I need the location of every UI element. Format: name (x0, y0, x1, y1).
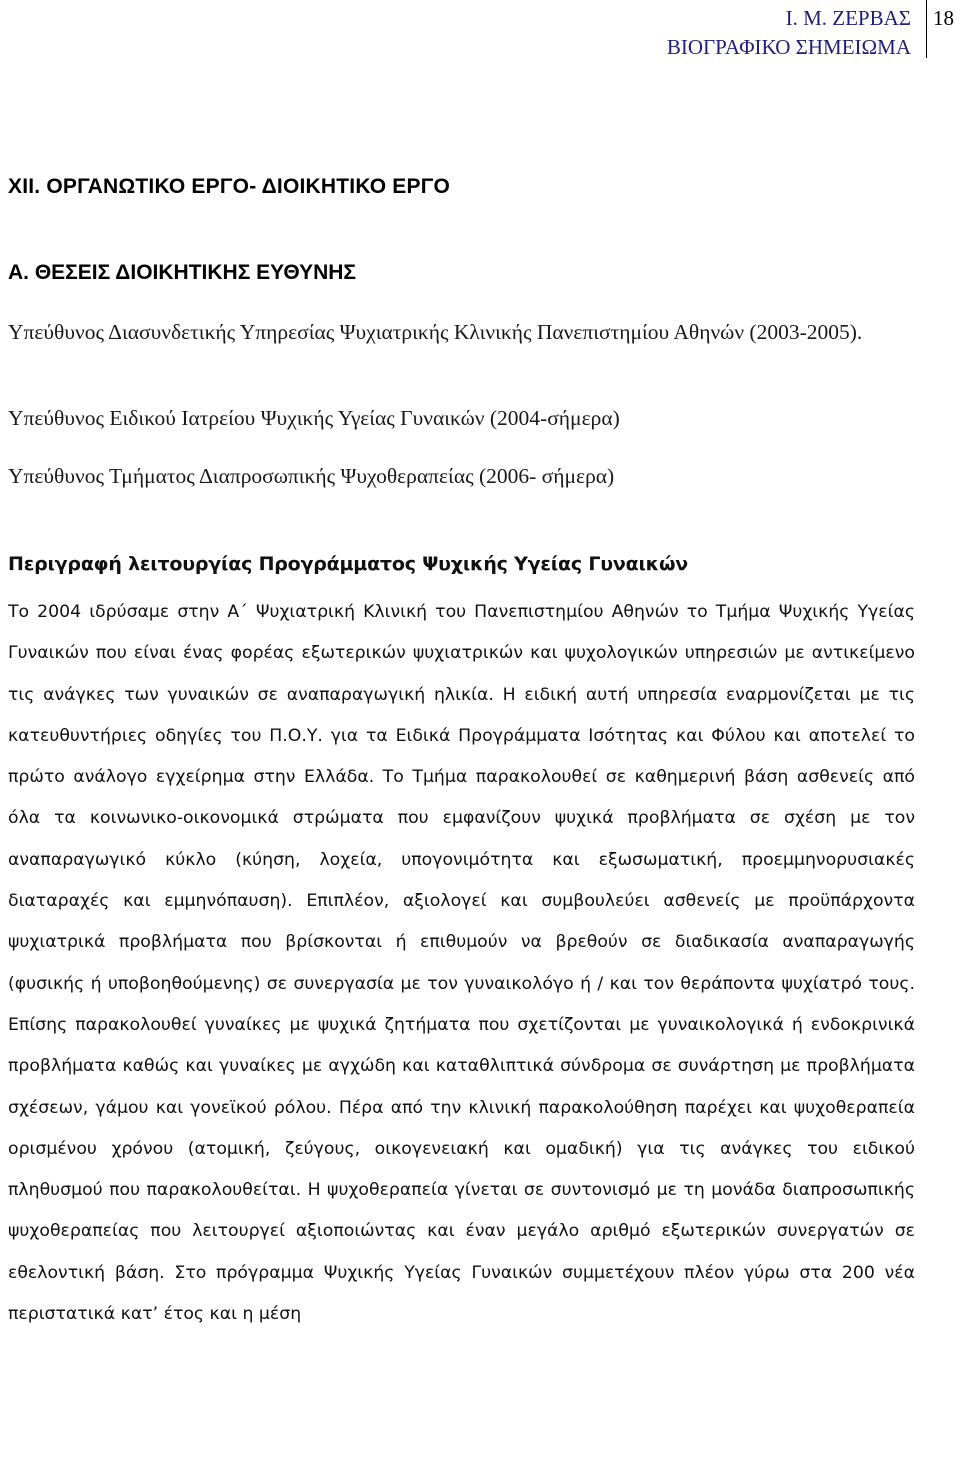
section-subtitle: Α. ΘΕΣΕΙΣ ΔΙΟΙΚΗΤΙΚΗΣ ΕΥΘΥΝΗΣ (8, 261, 357, 284)
position-item: Υπεύθυνος Τμήματος Διαπροσωπικής Ψυχοθεραπείας (2006- σήμερα) (8, 464, 615, 488)
running-header (667, 4, 911, 62)
header-document-title: ΒΙΟΓΡΑΦΙΚΟ ΣΗΜΕΙΩΜΑ (666, 35, 911, 59)
header-divider (926, 0, 927, 58)
description-body: Το 2004 ιδρύσαμε στην Α΄ Ψυχιατρική Κλινική του Πανεπιστημίου Αθηνών το Τμήμα Ψυχικής Υγείας Γυναικών που είναι ένας φορέας εξωτερικών ψυχιατρικών και ψυχολογικών υπηρεσιών με αντικείμενο τις ανάγκες των γυναικών σε αναπαραγωγική ηλικία. Η ειδική αυτή υπηρεσία εναρμονίζεται με τις κατευθυντήριες οδηγίες του Π.Ο.Υ. για τα Ειδικά Προγράμματα Ισότητας και Φύλου και αποτελεί το πρώτο ανάλογο εγχείρημα στην Ελλάδα. Το Τμήμα παρακολουθεί σε καθημερινή βάση ασθενείς από όλα τα κοινωνικο-οικονομικά στρώματα που εμφανίζουν ψυχικά προβλήματα σε σχέση με τον αναπαραγωγικό κύκλο (κύηση, λοχεία, υπογονιμότητα και εξωσωματική, προεμμηνορυσιακές διαταραχές και εμμηνόπαυση). Επιπλέον, αξιολογεί και συμβουλεύει ασθενείς με προϋπάρχοντα ψυχιατρικά προβλήματα που βρίσκονται ή επιθυμούν να βρεθούν σε διαδικασία αναπαραγωγής (φυσικής ή υποβοηθούμενης) σε συνεργασία με τον γυναικολόγο ή / και τον θεράποντα ψυχίατρό τους. Επίσης παρακολουθεί γυναίκες με ψυχικά ζητήματα που σχετίζονται με γυναικολογικά ή ενδοκρινικά προβλήματα καθώς και γυναίκες με αγχώδη και καταθλιπτικά σύνδρομα σε συνάρτηση με προβλήματα σχέσεων, γάμου και γονεϊκού ρόλου. Πέρα από την κλινική παρακολούθηση παρέχει και ψυχοθεραπεία ορισμένου χρόνου (ατομική, ζεύγους, οικογενειακή και ομαδική) για τις ανάγκες του ειδικού πληθυσμού που παρακολουθείται. Η ψυχοθεραπεία γίνεται σε συντονισμό με τη μονάδα διαπροσωπικής ψυχοθεραπείας που λειτουργεί αξιοποιώντας και έναν μεγάλο αριθμό εξωτερικών συνεργατών σε εθελοντική βάση. Στο πρόγραμμα Ψυχικής Υγείας Γυναικών συμμετέχουν πλέον γύρω στα 200 νέα περιστατικά κατ’ έτος και η μέση (8, 602, 915, 1325)
header-author: Ι. Μ. ΖΕΡΒΑΣ (785, 6, 911, 30)
description-title: Περιγραφή λειτουργίας Προγράμματος Ψυχικής Υγείας Γυναικών (8, 553, 689, 575)
position-item: Υπεύθυνος Ειδικού Ιατρείου Ψυχικής Υγείας Γυναικών (2004-σήμερα) (8, 406, 620, 430)
page-number: 18 (933, 6, 954, 30)
section-title: XII. ΟΡΓΑΝΩΤΙΚΟ ΕΡΓΟ- ΔΙΟΙΚΗΤΙΚΟ ΕΡΓΟ (8, 175, 451, 198)
position-item: Υπεύθυνος Διασυνδετικής Υπηρεσίας Ψυχιατρικής Κλινικής Πανεπιστημίου Αθηνών (2003-2005). (8, 320, 863, 344)
